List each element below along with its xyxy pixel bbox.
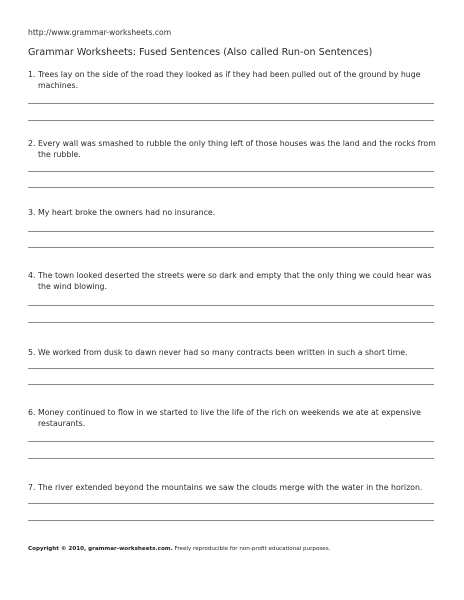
answer-line[interactable]	[28, 520, 434, 521]
question-6	[28, 407, 438, 429]
question-1	[28, 69, 438, 91]
question-text: We worked from dusk to dawn never had so many contracts been written in such a short time.	[38, 348, 408, 357]
answer-line[interactable]	[28, 322, 434, 323]
answer-line[interactable]	[28, 503, 434, 504]
answer-line[interactable]	[28, 187, 434, 188]
question-number: 4.	[28, 271, 36, 280]
source-url: http://www.grammar-worksheets.com	[28, 28, 172, 37]
answer-line[interactable]	[28, 441, 434, 442]
question-number: 3.	[28, 208, 36, 217]
question-text: Money continued to flow in we started to live the life of the rich on weekends we ate at expensive restaurants.	[38, 408, 421, 428]
question-number: 7.	[28, 483, 36, 492]
question-text: Trees lay on the side of the road they looked as if they had been pulled out of the ground by huge machines.	[38, 70, 421, 90]
worksheet-title: Grammar Worksheets: Fused Sentences (Also called Run-on Sentences)	[28, 47, 373, 58]
answer-line[interactable]	[28, 103, 434, 104]
answer-line[interactable]	[28, 231, 434, 232]
question-4	[28, 270, 438, 292]
question-number: 1.	[28, 70, 36, 79]
question-text: The town looked deserted the streets were so dark and empty that the only thing we could hear was the wind blowing.	[38, 271, 432, 291]
question-number: 2.	[28, 139, 36, 148]
answer-line[interactable]	[28, 305, 434, 306]
copyright-footer	[28, 546, 330, 552]
reproduction-note: Freely reproducible for non-profit educational purposes.	[174, 546, 331, 552]
question-5	[28, 347, 438, 358]
copyright-text: Copyright © 2010, grammar-worksheets.com.	[28, 546, 173, 552]
question-number: 5.	[28, 348, 36, 357]
question-7	[28, 482, 438, 493]
question-text: My heart broke the owners had no insurance.	[38, 208, 216, 217]
question-2	[28, 138, 438, 160]
question-text: The river extended beyond the mountains we saw the clouds merge with the water in the horizon.	[38, 483, 423, 492]
answer-line[interactable]	[28, 120, 434, 121]
answer-line[interactable]	[28, 384, 434, 385]
answer-line[interactable]	[28, 247, 434, 248]
answer-line[interactable]	[28, 458, 434, 459]
answer-line[interactable]	[28, 171, 434, 172]
question-number: 6.	[28, 408, 36, 417]
answer-line[interactable]	[28, 368, 434, 369]
question-text: Every wall was smashed to rubble the only thing left of those houses was the land and the rocks from the rubble.	[38, 139, 436, 159]
question-3	[28, 207, 438, 218]
